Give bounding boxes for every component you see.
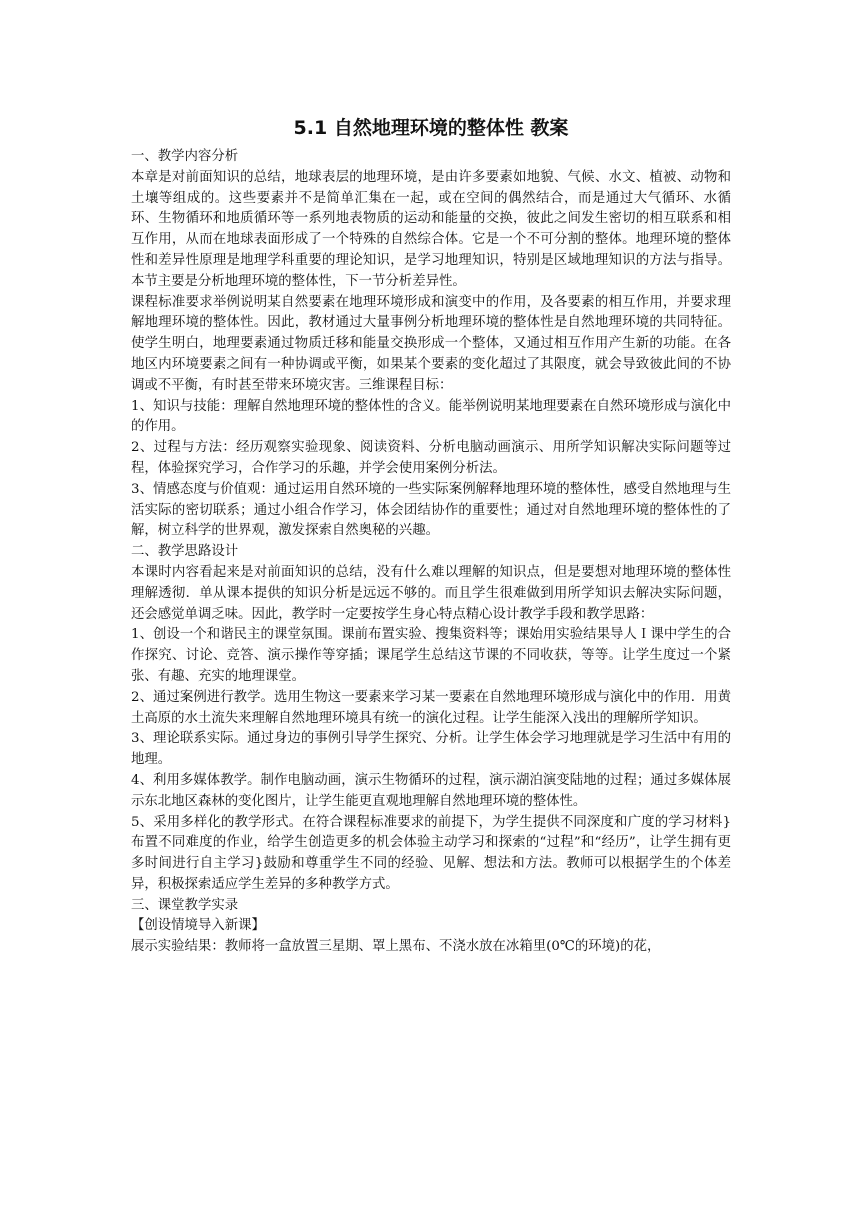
paragraph: 展示实验结果：教师将一盒放置三星期、罩上黑布、不浇水放在冰箱里(0℃的环境)的花，	[131, 939, 661, 955]
section-heading: 二、教学思路设计	[131, 544, 239, 560]
document-title: 5.1 自然地理环境的整体性 教案	[293, 117, 569, 139]
paragraph: 1、创设一个和谐民主的课堂氛围。课前布置实验、搜集资料等；课始用实验结果导人Ｉ课中学生的合作探究、讨论、竞答、演示操作等穿插；课尾学生总结这节课的不同收获，等等。让学生度过一个紧张、有趣、充实的地理课堂。	[131, 627, 731, 684]
paragraph: 3、理论联系实际。通过身边的事例引导学生探究、分析。让学生体会学习地理就是学习生活中有用的地理。	[131, 731, 731, 768]
paragraph: 本章是对前面知识的总结，地球表层的地理环境，是由许多要素如地貌、气候、水文、植被、动物和土壤等组成的。这些要素并不是简单汇集在一起，或在空间的偶然结合，而是通过大气循环、水循环、生物循环和地质循环等一系列地表物质的运动和能量的交换，彼此之间发生密切的相互联系和相互作用，从而在地球表面形成了一个特殊的自然综合体。它是一个不可分割的整体。地理环境的整体性和差异性原理是地理学科重要的理论知识，是学习地理知识，特别是区域地理知识的方法与指导。本节主要是分析地理环境的整体性，下一节分析差异性。	[131, 169, 731, 289]
paragraph: 4、利用多媒体教学。制作电脑动画，演示生物循环的过程，演示湖泊演变陆地的过程；通过多媒体展示东北地区森林的变化图片，让学生能更直观地理解自然地理环境的整体性。	[131, 772, 731, 809]
paragraph: 1、知识与技能：理解自然地理环境的整体性的含义。能举例说明某地理要素在自然环境形成与演化中的作用。	[131, 398, 731, 435]
section-heading: 三、课堂教学实录	[131, 897, 239, 913]
section-heading: 一、教学内容分析	[131, 149, 239, 164]
paragraph: 2、过程与方法：经历观察实验现象、阅读资料、分析电脑动画演示、用所学知识解决实际问题等过程，体验探究学习，合作学习的乐趣，并学会使用案例分析法。	[131, 440, 731, 476]
paragraph: 5、采用多样化的教学形式。在符合课程标准要求的前提下，为学生提供不同深度和广度的学习材料}布置不同难度的作业，给学生创造更多的机会体验主动学习和探索的“过程”和“经历”，让学生拥有更多时间进行自主学习}鼓励和尊重学生不同的经验、见解、想法和方法。教师可以根据学生的个体差异，积极探索适应学生差异的多种教学方式。	[131, 814, 731, 892]
subsection-heading: 【创设情境导入新课】	[131, 918, 265, 934]
paragraph: 3、情感态度与价值观：通过运用自然环境的一些实际案例解释地理环境的整体性，感受自然地理与生活实际的密切联系；通过小组合作学习，体会团结协作的重要性；通过对自然地理环境的整体性的了解，树立科学的世界观，激发探索自然奥秘的兴趣。	[131, 481, 731, 539]
paragraph: 2、通过案例进行教学。选用生物这一要素来学习某一要素在自然地理环境形成与演化中的作用．用黄土高原的水土流失来理解自然地理环境具有统一的演化过程。让学生能深入浅出的理解所学知识。	[131, 689, 731, 726]
paragraph: 课程标准要求举例说明某自然要素在地理环境形成和演变中的作用，及各要素的相互作用，并要求理解地理环境的整体性。因此，教材通过大量事例分析地理环境的整体性是自然地理环境的共同特征。使学生明白，地理要素通过物质迁移和能量交换形成一个整体，又通过相互作用产生新的功能。在各地区内环境要素之间有一种协调或平衡，如果某个要素的变化超过了其限度，就会导致彼此间的不协调或不平衡，有时甚至带来环境灾害。三维课程目标：	[131, 294, 731, 393]
paragraph: 本课时内容看起来是对前面知识的总结，没有什么难以理解的知识点，但是要想对地理环境的整体性理解透彻．单从课本提供的知识分析是远远不够的。而且学生很难做到用所学知识去解决实际问题，还会感觉单调乏味。因此，教学时一定要按学生身心特点精心设计教学手段和教学思路：	[131, 564, 731, 622]
document-page	[131, 113, 731, 958]
